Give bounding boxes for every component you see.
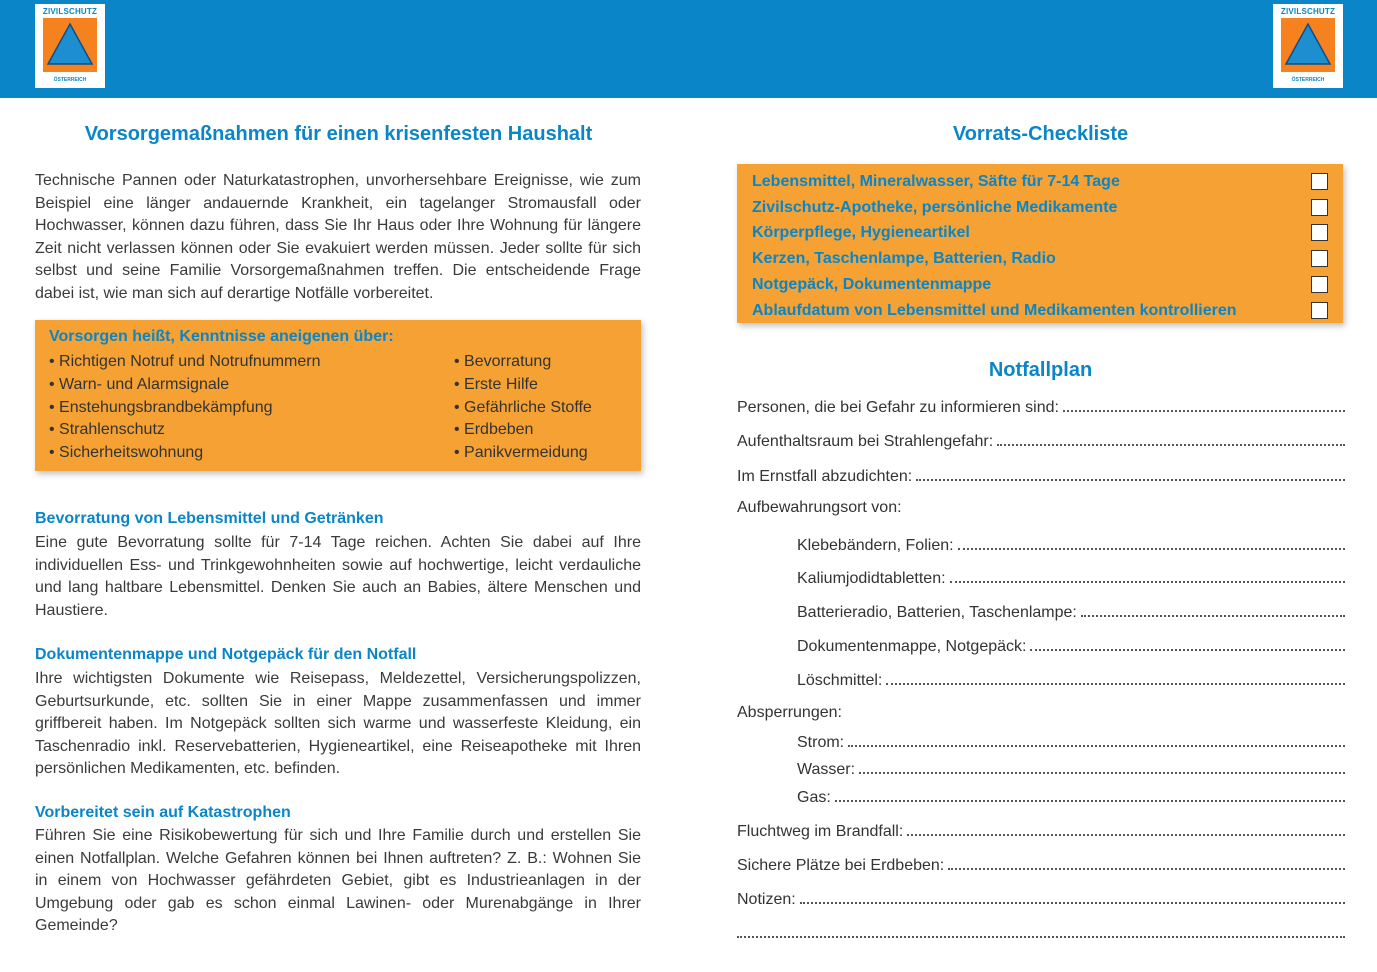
checkbox[interactable] bbox=[1311, 199, 1328, 216]
field-batterieradio[interactable] bbox=[797, 601, 1345, 623]
field-klebebaender[interactable] bbox=[797, 534, 1345, 556]
section-heading-bevorratung: Bevorratung von Lebensmittel und Getränken bbox=[35, 510, 384, 527]
checklist-item[interactable] bbox=[752, 296, 1328, 322]
field-label: Batterieradio, Batterien, Taschenlampe: bbox=[797, 604, 1077, 621]
field-wasser[interactable] bbox=[797, 758, 1345, 780]
field-label: Dokumentenmappe, Notgepäck: bbox=[797, 638, 1027, 655]
list-item: • Erdbeben bbox=[454, 419, 592, 442]
field-label: Personen, die bei Gefahr zu informieren sind: bbox=[737, 399, 1059, 416]
fill-line[interactable] bbox=[737, 922, 1345, 938]
section-text-bevorratung: Eine gute Bevorratung sollte für 7-14 Tage reichen. Achten Sie dabei auf Ihre individuellen Ess- und Trinkgewohnheiten sowie auf hochwertige, leicht verdauliche und lang haltbare Lebensmittel. Denken Sie auch an Babies, ältere Menschen und Haustiere. bbox=[35, 534, 641, 619]
field-notizen-extra-line[interactable] bbox=[737, 922, 1345, 944]
field-label: Klebebändern, Folien: bbox=[797, 537, 954, 554]
list-item: • Strahlenschutz bbox=[49, 419, 321, 442]
vorsorge-box bbox=[35, 320, 641, 471]
field-label: Löschmittel: bbox=[797, 672, 883, 689]
section-text-dokumentenmappe: Ihre wichtigsten Dokumente wie Reisepass, Meldezettel, Versicherungspolizzen, Geburtsurkunde, etc. sollten Sie in einer Mappe zusammenfassen und immer griffbereit haben. Im Notgepäck sollten sich warme und wasserfeste Kleidung, ein Taschenradio inkl. Reservebatterien, Hygieneartikel, eine Reiseapotheke mit Ihren persönlichen Medikamenten, etc. befinden. bbox=[35, 670, 641, 778]
field-label: Gas: bbox=[797, 789, 831, 806]
field-label: Wasser: bbox=[797, 761, 856, 778]
intro-paragraph: Technische Pannen oder Naturkatastrophen, unvorhersehbare Ereignisse, wie zum Beispiel eine länger andauernde Krankheit, ein tagelanger Stromausfall oder Hochwasser, können dazu führen, dass Sie Ihr Haus oder Ihre Wohnung für längere Zeit nicht verlassen können oder Sie evakuiert werden müssen. Jeder sollte für sich selbst und seine Familie Vorsorgemaßnahmen treffen. Die entscheidende Frage dabei ist, wie man sich auf derartige Notfälle vorbereitet. bbox=[35, 172, 641, 302]
fill-line[interactable] bbox=[859, 758, 1345, 774]
vorsorge-list-left bbox=[49, 351, 321, 465]
field-label: Absperrungen: bbox=[737, 704, 842, 721]
field-label: Fluchtweg im Brandfall: bbox=[737, 823, 904, 840]
checkbox[interactable] bbox=[1311, 250, 1328, 267]
checklist-item[interactable] bbox=[752, 244, 1328, 270]
checklist-label: Notgepäck, Dokumentenmappe bbox=[752, 276, 992, 293]
list-item: • Sicherheitswohnung bbox=[49, 442, 321, 465]
fill-line[interactable] bbox=[958, 534, 1345, 550]
triangle-in-square-icon bbox=[43, 18, 97, 72]
vorsorge-heading: Vorsorgen heißt, Kenntnisse aneigenen über: bbox=[49, 328, 394, 345]
field-label: Strom: bbox=[797, 734, 845, 751]
checklist-item[interactable] bbox=[752, 270, 1328, 296]
checklist-item[interactable] bbox=[752, 193, 1328, 219]
checkbox[interactable] bbox=[1311, 302, 1328, 319]
list-item: • Richtigen Notruf und Notrufnummern bbox=[49, 351, 321, 374]
field-dokumentenmappe[interactable] bbox=[797, 635, 1345, 657]
zivilschutz-logo-right bbox=[1273, 4, 1343, 88]
field-label: Aufenthaltsraum bei Strahlengefahr: bbox=[737, 433, 994, 450]
notfallplan-title: Notfallplan bbox=[988, 359, 1093, 381]
field-kaliumjodid[interactable] bbox=[797, 567, 1345, 589]
field-label: Aufbewahrungsort von: bbox=[737, 499, 902, 516]
checklist-title: Vorrats-Checkliste bbox=[952, 123, 1129, 145]
field-abzudichten[interactable] bbox=[737, 465, 1345, 487]
fill-line[interactable] bbox=[916, 465, 1345, 481]
field-strom[interactable] bbox=[797, 731, 1345, 753]
fill-line[interactable] bbox=[800, 888, 1345, 904]
field-label: Sichere Plätze bei Erdbeben: bbox=[737, 857, 945, 874]
section-heading-katastrophen: Vorbereitet sein auf Katastrophen bbox=[35, 804, 291, 821]
fill-line[interactable] bbox=[1063, 396, 1345, 412]
list-item: • Erste Hilfe bbox=[454, 374, 592, 397]
logo-top-text: ZIVILSCHUTZ bbox=[42, 7, 98, 16]
section-heading-dokumentenmappe: Dokumentenmappe und Notgepäck für den Notfall bbox=[35, 646, 417, 663]
checklist-label: Ablaufdatum von Lebensmittel und Medikamenten kontrollieren bbox=[752, 302, 1237, 319]
list-item: • Gefährliche Stoffe bbox=[454, 397, 592, 420]
field-loeschmittel[interactable] bbox=[797, 669, 1345, 691]
list-item: • Enstehungsbrandbekämpfung bbox=[49, 397, 321, 420]
zivilschutz-logo-left bbox=[35, 4, 105, 88]
fill-line[interactable] bbox=[948, 854, 1345, 870]
fill-line[interactable] bbox=[997, 430, 1345, 446]
checklist-label: Körperpflege, Hygieneartikel bbox=[752, 224, 970, 241]
field-label: Im Ernstfall abzudichten: bbox=[737, 468, 913, 485]
field-aufbewahrungsort bbox=[737, 499, 1345, 521]
logo-bottom-text: ÖSTERREICH bbox=[53, 77, 87, 83]
checkbox[interactable] bbox=[1311, 224, 1328, 241]
page-title: Vorsorgemaßnahmen für einen krisenfesten Haushalt bbox=[84, 123, 593, 145]
list-item: • Panikvermeidung bbox=[454, 442, 592, 465]
vorsorge-list-right bbox=[454, 351, 592, 465]
header-bar bbox=[0, 0, 1377, 98]
field-sichere-plaetze[interactable] bbox=[737, 854, 1345, 876]
field-absperrungen bbox=[737, 704, 1345, 726]
checklist-label: Zivilschutz-Apotheke, persönliche Medikamente bbox=[752, 199, 1118, 216]
field-label: Notizen: bbox=[737, 891, 796, 908]
checklist-box bbox=[737, 164, 1343, 323]
field-fluchtweg[interactable] bbox=[737, 820, 1345, 842]
checkbox[interactable] bbox=[1311, 173, 1328, 190]
field-personen[interactable] bbox=[737, 396, 1345, 418]
triangle-in-square-icon bbox=[1281, 18, 1335, 72]
field-notizen[interactable] bbox=[737, 888, 1345, 910]
logo-bottom-text: ÖSTERREICH bbox=[1291, 77, 1325, 83]
field-gas[interactable] bbox=[797, 786, 1345, 808]
fill-line[interactable] bbox=[1030, 635, 1345, 651]
section-text-katastrophen: Führen Sie eine Risikobewertung für sich und Ihre Familie durch und erstellen Sie einen Notfallplan. Welche Gefahren können bei Ihnen auftreten? Z. B.: Wohnen Sie in einem von Hochwasser gefährdeten Gebiet, gibt es Industrieanlagen in der Umgebung oder gab es schon einmal Lawinen- oder Murenabgänge in Ihrer Gemeinde? bbox=[35, 827, 641, 935]
checkbox[interactable] bbox=[1311, 276, 1328, 293]
field-aufenthaltsraum[interactable] bbox=[737, 430, 1345, 452]
fill-line[interactable] bbox=[886, 669, 1345, 685]
checklist-item[interactable] bbox=[752, 167, 1328, 193]
field-label: Kaliumjodidtabletten: bbox=[797, 570, 946, 587]
checklist-label: Lebensmittel, Mineralwasser, Säfte für 7-14 Tage bbox=[752, 173, 1120, 190]
logo-top-text: ZIVILSCHUTZ bbox=[1280, 7, 1336, 16]
fill-line[interactable] bbox=[907, 820, 1345, 836]
list-item: • Bevorratung bbox=[454, 351, 592, 374]
list-item: • Warn- und Alarmsignale bbox=[49, 374, 321, 397]
fill-line[interactable] bbox=[950, 567, 1345, 583]
fill-line[interactable] bbox=[848, 731, 1345, 747]
fill-line[interactable] bbox=[835, 786, 1345, 802]
fill-line[interactable] bbox=[1081, 601, 1345, 617]
checklist-item[interactable] bbox=[752, 218, 1328, 244]
checklist-label: Kerzen, Taschenlampe, Batterien, Radio bbox=[752, 250, 1056, 267]
